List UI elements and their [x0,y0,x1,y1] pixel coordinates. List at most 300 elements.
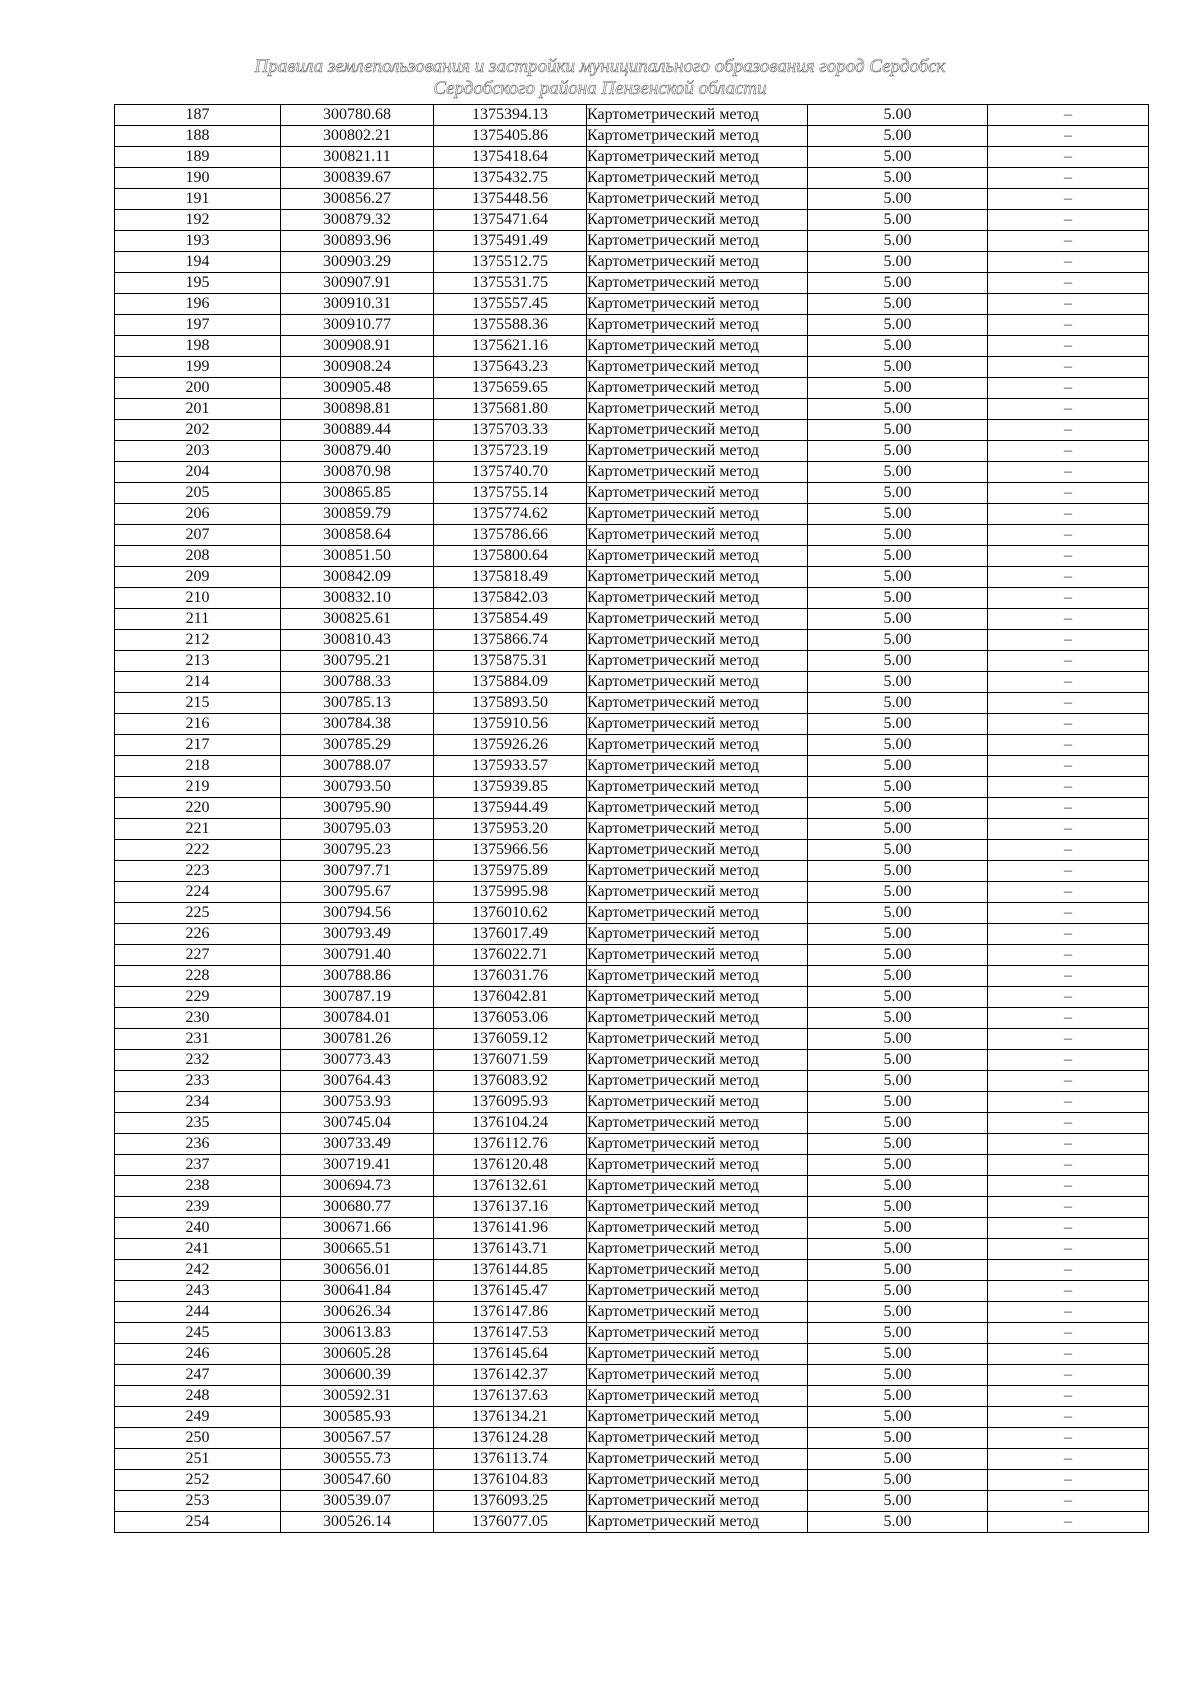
method-cell: Картометрический метод [587,903,808,924]
y-coordinate-cell: 1375621.16 [434,336,587,357]
y-coordinate-cell: 1376147.53 [434,1323,587,1344]
table-row [115,357,1149,378]
accuracy-cell: 5.00 [808,168,988,189]
x-coordinate-cell: 300908.24 [281,357,434,378]
accuracy-cell: 5.00 [808,1134,988,1155]
accuracy-cell: 5.00 [808,1176,988,1197]
y-coordinate-cell: 1375471.64 [434,210,587,231]
y-coordinate-cell: 1376142.37 [434,1365,587,1386]
method-cell: Картометрический метод [587,798,808,819]
y-coordinate-cell: 1375448.56 [434,189,587,210]
x-coordinate-cell: 300795.21 [281,651,434,672]
method-cell: Картометрический метод [587,651,808,672]
accuracy-cell: 5.00 [808,1281,988,1302]
x-coordinate-cell: 300898.81 [281,399,434,420]
accuracy-cell: 5.00 [808,189,988,210]
description-cell: – [988,1365,1149,1386]
table-row [115,1470,1149,1491]
y-coordinate-cell: 1376077.05 [434,1512,587,1533]
table-row [115,378,1149,399]
table-row [115,630,1149,651]
description-cell: – [988,378,1149,399]
method-cell: Картометрический метод [587,1407,808,1428]
accuracy-cell: 5.00 [808,1512,988,1533]
y-coordinate-cell: 1376010.62 [434,903,587,924]
y-coordinate-cell: 1375893.50 [434,693,587,714]
table-row [115,672,1149,693]
y-coordinate-cell: 1376144.85 [434,1260,587,1281]
table-row [115,1365,1149,1386]
y-coordinate-cell: 1375531.75 [434,273,587,294]
method-cell: Картометрический метод [587,1470,808,1491]
y-coordinate-cell: 1375933.57 [434,756,587,777]
table-row [115,1449,1149,1470]
description-cell: – [988,1050,1149,1071]
table-row [115,1386,1149,1407]
table-row [115,1092,1149,1113]
method-cell: Картометрический метод [587,1218,808,1239]
description-cell: – [988,672,1149,693]
y-coordinate-cell: 1375723.19 [434,441,587,462]
accuracy-cell: 5.00 [808,273,988,294]
description-cell: – [988,1071,1149,1092]
description-cell: – [988,273,1149,294]
table-row [115,1218,1149,1239]
point-number-cell: 231 [115,1029,281,1050]
method-cell: Картометрический метод [587,1281,808,1302]
point-number-cell: 250 [115,1428,281,1449]
method-cell: Картометрический метод [587,546,808,567]
table-row [115,189,1149,210]
page-header [0,56,1200,100]
point-number-cell: 196 [115,294,281,315]
description-cell: – [988,630,1149,651]
description-cell: – [988,861,1149,882]
point-number-cell: 200 [115,378,281,399]
method-cell: Картометрический метод [587,1386,808,1407]
accuracy-cell: 5.00 [808,1071,988,1092]
x-coordinate-cell: 300547.60 [281,1470,434,1491]
accuracy-cell: 5.00 [808,840,988,861]
method-cell: Картометрический метод [587,693,808,714]
table-row [115,1428,1149,1449]
method-cell: Картометрический метод [587,1365,808,1386]
x-coordinate-cell: 300908.91 [281,336,434,357]
method-cell: Картометрический метод [587,525,808,546]
point-number-cell: 207 [115,525,281,546]
description-cell: – [988,1197,1149,1218]
point-number-cell: 235 [115,1113,281,1134]
method-cell: Картометрический метод [587,1155,808,1176]
method-cell: Картометрический метод [587,294,808,315]
y-coordinate-cell: 1375926.26 [434,735,587,756]
x-coordinate-cell: 300879.40 [281,441,434,462]
y-coordinate-cell: 1375418.64 [434,147,587,168]
y-coordinate-cell: 1375774.62 [434,504,587,525]
method-cell: Картометрический метод [587,1029,808,1050]
accuracy-cell: 5.00 [808,609,988,630]
description-cell: – [988,1407,1149,1428]
y-coordinate-cell: 1376145.64 [434,1344,587,1365]
point-number-cell: 240 [115,1218,281,1239]
description-cell: – [988,1239,1149,1260]
accuracy-cell: 5.00 [808,1092,988,1113]
accuracy-cell: 5.00 [808,483,988,504]
x-coordinate-cell: 300785.29 [281,735,434,756]
accuracy-cell: 5.00 [808,105,988,126]
table-row [115,1512,1149,1533]
table-row [115,525,1149,546]
point-number-cell: 237 [115,1155,281,1176]
accuracy-cell: 5.00 [808,210,988,231]
description-cell: – [988,903,1149,924]
method-cell: Картометрический метод [587,147,808,168]
point-number-cell: 229 [115,987,281,1008]
x-coordinate-cell: 300694.73 [281,1176,434,1197]
table-row [115,1302,1149,1323]
accuracy-cell: 5.00 [808,567,988,588]
y-coordinate-cell: 1375755.14 [434,483,587,504]
y-coordinate-cell: 1375681.80 [434,399,587,420]
method-cell: Картометрический метод [587,1113,808,1134]
accuracy-cell: 5.00 [808,945,988,966]
table-row [115,168,1149,189]
method-cell: Картометрический метод [587,1197,808,1218]
y-coordinate-cell: 1375394.13 [434,105,587,126]
accuracy-cell: 5.00 [808,588,988,609]
accuracy-cell: 5.00 [808,987,988,1008]
point-number-cell: 247 [115,1365,281,1386]
accuracy-cell: 5.00 [808,735,988,756]
y-coordinate-cell: 1376145.47 [434,1281,587,1302]
y-coordinate-cell: 1375875.31 [434,651,587,672]
table-row [115,1113,1149,1134]
point-number-cell: 242 [115,1260,281,1281]
point-number-cell: 193 [115,231,281,252]
point-number-cell: 223 [115,861,281,882]
method-cell: Картометрический метод [587,1071,808,1092]
table-row [115,294,1149,315]
method-cell: Картометрический метод [587,987,808,1008]
accuracy-cell: 5.00 [808,357,988,378]
x-coordinate-cell: 300787.19 [281,987,434,1008]
table-row [115,1155,1149,1176]
description-cell: – [988,840,1149,861]
point-number-cell: 217 [115,735,281,756]
x-coordinate-cell: 300788.07 [281,756,434,777]
description-cell: – [988,798,1149,819]
x-coordinate-cell: 300795.23 [281,840,434,861]
point-number-cell: 210 [115,588,281,609]
y-coordinate-cell: 1375866.74 [434,630,587,651]
y-coordinate-cell: 1376095.93 [434,1092,587,1113]
accuracy-cell: 5.00 [808,126,988,147]
description-cell: – [988,1344,1149,1365]
table-row [115,987,1149,1008]
y-coordinate-cell: 1376017.49 [434,924,587,945]
method-cell: Картометрический метод [587,504,808,525]
point-number-cell: 213 [115,651,281,672]
point-number-cell: 252 [115,1470,281,1491]
table-row [115,1050,1149,1071]
table-row [115,1260,1149,1281]
accuracy-cell: 5.00 [808,1029,988,1050]
x-coordinate-cell: 300794.56 [281,903,434,924]
point-number-cell: 190 [115,168,281,189]
x-coordinate-cell: 300745.04 [281,1113,434,1134]
x-coordinate-cell: 300793.49 [281,924,434,945]
y-coordinate-cell: 1375975.89 [434,861,587,882]
table-row [115,336,1149,357]
description-cell: – [988,126,1149,147]
x-coordinate-cell: 300870.98 [281,462,434,483]
accuracy-cell: 5.00 [808,777,988,798]
y-coordinate-cell: 1375643.23 [434,357,587,378]
x-coordinate-cell: 300810.43 [281,630,434,651]
description-cell: – [988,1491,1149,1512]
method-cell: Картометрический метод [587,1176,808,1197]
accuracy-cell: 5.00 [808,882,988,903]
method-cell: Картометрический метод [587,735,808,756]
table-row [115,609,1149,630]
description-cell: – [988,714,1149,735]
accuracy-cell: 5.00 [808,1113,988,1134]
table-row [115,1323,1149,1344]
y-coordinate-cell: 1375703.33 [434,420,587,441]
accuracy-cell: 5.00 [808,630,988,651]
y-coordinate-cell: 1375405.86 [434,126,587,147]
description-cell: – [988,588,1149,609]
method-cell: Картометрический метод [587,378,808,399]
description-cell: – [988,1470,1149,1491]
table-row [115,840,1149,861]
method-cell: Картометрический метод [587,1344,808,1365]
x-coordinate-cell: 300641.84 [281,1281,434,1302]
y-coordinate-cell: 1376053.06 [434,1008,587,1029]
x-coordinate-cell: 300858.64 [281,525,434,546]
description-cell: – [988,1155,1149,1176]
description-cell: – [988,147,1149,168]
point-number-cell: 221 [115,819,281,840]
y-coordinate-cell: 1376113.74 [434,1449,587,1470]
x-coordinate-cell: 300788.86 [281,966,434,987]
point-number-cell: 222 [115,840,281,861]
x-coordinate-cell: 300656.01 [281,1260,434,1281]
y-coordinate-cell: 1375740.70 [434,462,587,483]
table-row [115,777,1149,798]
point-number-cell: 227 [115,945,281,966]
point-number-cell: 246 [115,1344,281,1365]
table-row [115,504,1149,525]
y-coordinate-cell: 1376143.71 [434,1239,587,1260]
x-coordinate-cell: 300539.07 [281,1491,434,1512]
x-coordinate-cell: 300903.29 [281,252,434,273]
description-cell: – [988,966,1149,987]
accuracy-cell: 5.00 [808,336,988,357]
y-coordinate-cell: 1375884.09 [434,672,587,693]
method-cell: Картометрический метод [587,861,808,882]
x-coordinate-cell: 300781.26 [281,1029,434,1050]
coordinates-table-body [115,105,1149,1533]
x-coordinate-cell: 300567.57 [281,1428,434,1449]
y-coordinate-cell: 1375800.64 [434,546,587,567]
x-coordinate-cell: 300665.51 [281,1239,434,1260]
method-cell: Картометрический метод [587,1050,808,1071]
y-coordinate-cell: 1376124.28 [434,1428,587,1449]
x-coordinate-cell: 300555.73 [281,1449,434,1470]
method-cell: Картометрический метод [587,1449,808,1470]
method-cell: Картометрический метод [587,168,808,189]
y-coordinate-cell: 1376104.83 [434,1470,587,1491]
table-row [115,1344,1149,1365]
point-number-cell: 202 [115,420,281,441]
table-row [115,1197,1149,1218]
method-cell: Картометрический метод [587,252,808,273]
point-number-cell: 226 [115,924,281,945]
method-cell: Картометрический метод [587,315,808,336]
accuracy-cell: 5.00 [808,756,988,777]
point-number-cell: 208 [115,546,281,567]
x-coordinate-cell: 300842.09 [281,567,434,588]
description-cell: – [988,105,1149,126]
description-cell: – [988,189,1149,210]
y-coordinate-cell: 1375842.03 [434,588,587,609]
description-cell: – [988,735,1149,756]
x-coordinate-cell: 300795.90 [281,798,434,819]
accuracy-cell: 5.00 [808,399,988,420]
method-cell: Картометрический метод [587,273,808,294]
x-coordinate-cell: 300780.68 [281,105,434,126]
table-row [115,693,1149,714]
point-number-cell: 224 [115,882,281,903]
table-row [115,924,1149,945]
y-coordinate-cell: 1376147.86 [434,1302,587,1323]
x-coordinate-cell: 300791.40 [281,945,434,966]
accuracy-cell: 5.00 [808,1407,988,1428]
table-row [115,420,1149,441]
point-number-cell: 201 [115,399,281,420]
y-coordinate-cell: 1376120.48 [434,1155,587,1176]
method-cell: Картометрический метод [587,399,808,420]
y-coordinate-cell: 1376022.71 [434,945,587,966]
y-coordinate-cell: 1375944.49 [434,798,587,819]
accuracy-cell: 5.00 [808,1344,988,1365]
table-row [115,714,1149,735]
x-coordinate-cell: 300671.66 [281,1218,434,1239]
x-coordinate-cell: 300865.85 [281,483,434,504]
description-cell: – [988,1512,1149,1533]
description-cell: – [988,987,1149,1008]
description-cell: – [988,168,1149,189]
accuracy-cell: 5.00 [808,1008,988,1029]
description-cell: – [988,1218,1149,1239]
description-cell: – [988,252,1149,273]
table-row [115,231,1149,252]
description-cell: – [988,1281,1149,1302]
method-cell: Картометрический метод [587,1491,808,1512]
table-row [115,588,1149,609]
header-line-1: Правила землепользования и застройки муниципального образования город Сердобск [254,56,946,77]
point-number-cell: 206 [115,504,281,525]
accuracy-cell: 5.00 [808,231,988,252]
coordinates-table [114,104,1149,1533]
point-number-cell: 214 [115,672,281,693]
y-coordinate-cell: 1375491.49 [434,231,587,252]
y-coordinate-cell: 1376141.96 [434,1218,587,1239]
x-coordinate-cell: 300879.32 [281,210,434,231]
accuracy-cell: 5.00 [808,1260,988,1281]
description-cell: – [988,651,1149,672]
point-number-cell: 199 [115,357,281,378]
x-coordinate-cell: 300585.93 [281,1407,434,1428]
description-cell: – [988,609,1149,630]
accuracy-cell: 5.00 [808,714,988,735]
table-row [115,315,1149,336]
point-number-cell: 234 [115,1092,281,1113]
accuracy-cell: 5.00 [808,1428,988,1449]
description-cell: – [988,756,1149,777]
y-coordinate-cell: 1375995.98 [434,882,587,903]
point-number-cell: 209 [115,567,281,588]
description-cell: – [988,399,1149,420]
point-number-cell: 225 [115,903,281,924]
accuracy-cell: 5.00 [808,1050,988,1071]
point-number-cell: 189 [115,147,281,168]
point-number-cell: 188 [115,126,281,147]
x-coordinate-cell: 300605.28 [281,1344,434,1365]
x-coordinate-cell: 300889.44 [281,420,434,441]
method-cell: Картометрический метод [587,609,808,630]
accuracy-cell: 5.00 [808,903,988,924]
accuracy-cell: 5.00 [808,420,988,441]
y-coordinate-cell: 1376137.63 [434,1386,587,1407]
y-coordinate-cell: 1375854.49 [434,609,587,630]
x-coordinate-cell: 300613.83 [281,1323,434,1344]
x-coordinate-cell: 300733.49 [281,1134,434,1155]
description-cell: – [988,567,1149,588]
method-cell: Картометрический метод [587,336,808,357]
point-number-cell: 211 [115,609,281,630]
point-number-cell: 197 [115,315,281,336]
x-coordinate-cell: 300825.61 [281,609,434,630]
description-cell: – [988,1260,1149,1281]
description-cell: – [988,1386,1149,1407]
method-cell: Картометрический метод [587,756,808,777]
description-cell: – [988,777,1149,798]
accuracy-cell: 5.00 [808,1491,988,1512]
y-coordinate-cell: 1375953.20 [434,819,587,840]
point-number-cell: 244 [115,1302,281,1323]
method-cell: Картометрический метод [587,882,808,903]
description-cell: – [988,525,1149,546]
accuracy-cell: 5.00 [808,924,988,945]
accuracy-cell: 5.00 [808,1470,988,1491]
method-cell: Картометрический метод [587,483,808,504]
table-row [115,882,1149,903]
x-coordinate-cell: 300851.50 [281,546,434,567]
method-cell: Картометрический метод [587,924,808,945]
method-cell: Картометрический метод [587,189,808,210]
accuracy-cell: 5.00 [808,1386,988,1407]
accuracy-cell: 5.00 [808,966,988,987]
accuracy-cell: 5.00 [808,651,988,672]
x-coordinate-cell: 300600.39 [281,1365,434,1386]
method-cell: Картометрический метод [587,420,808,441]
x-coordinate-cell: 300802.21 [281,126,434,147]
description-cell: – [988,1323,1149,1344]
description-cell: – [988,441,1149,462]
x-coordinate-cell: 300821.11 [281,147,434,168]
